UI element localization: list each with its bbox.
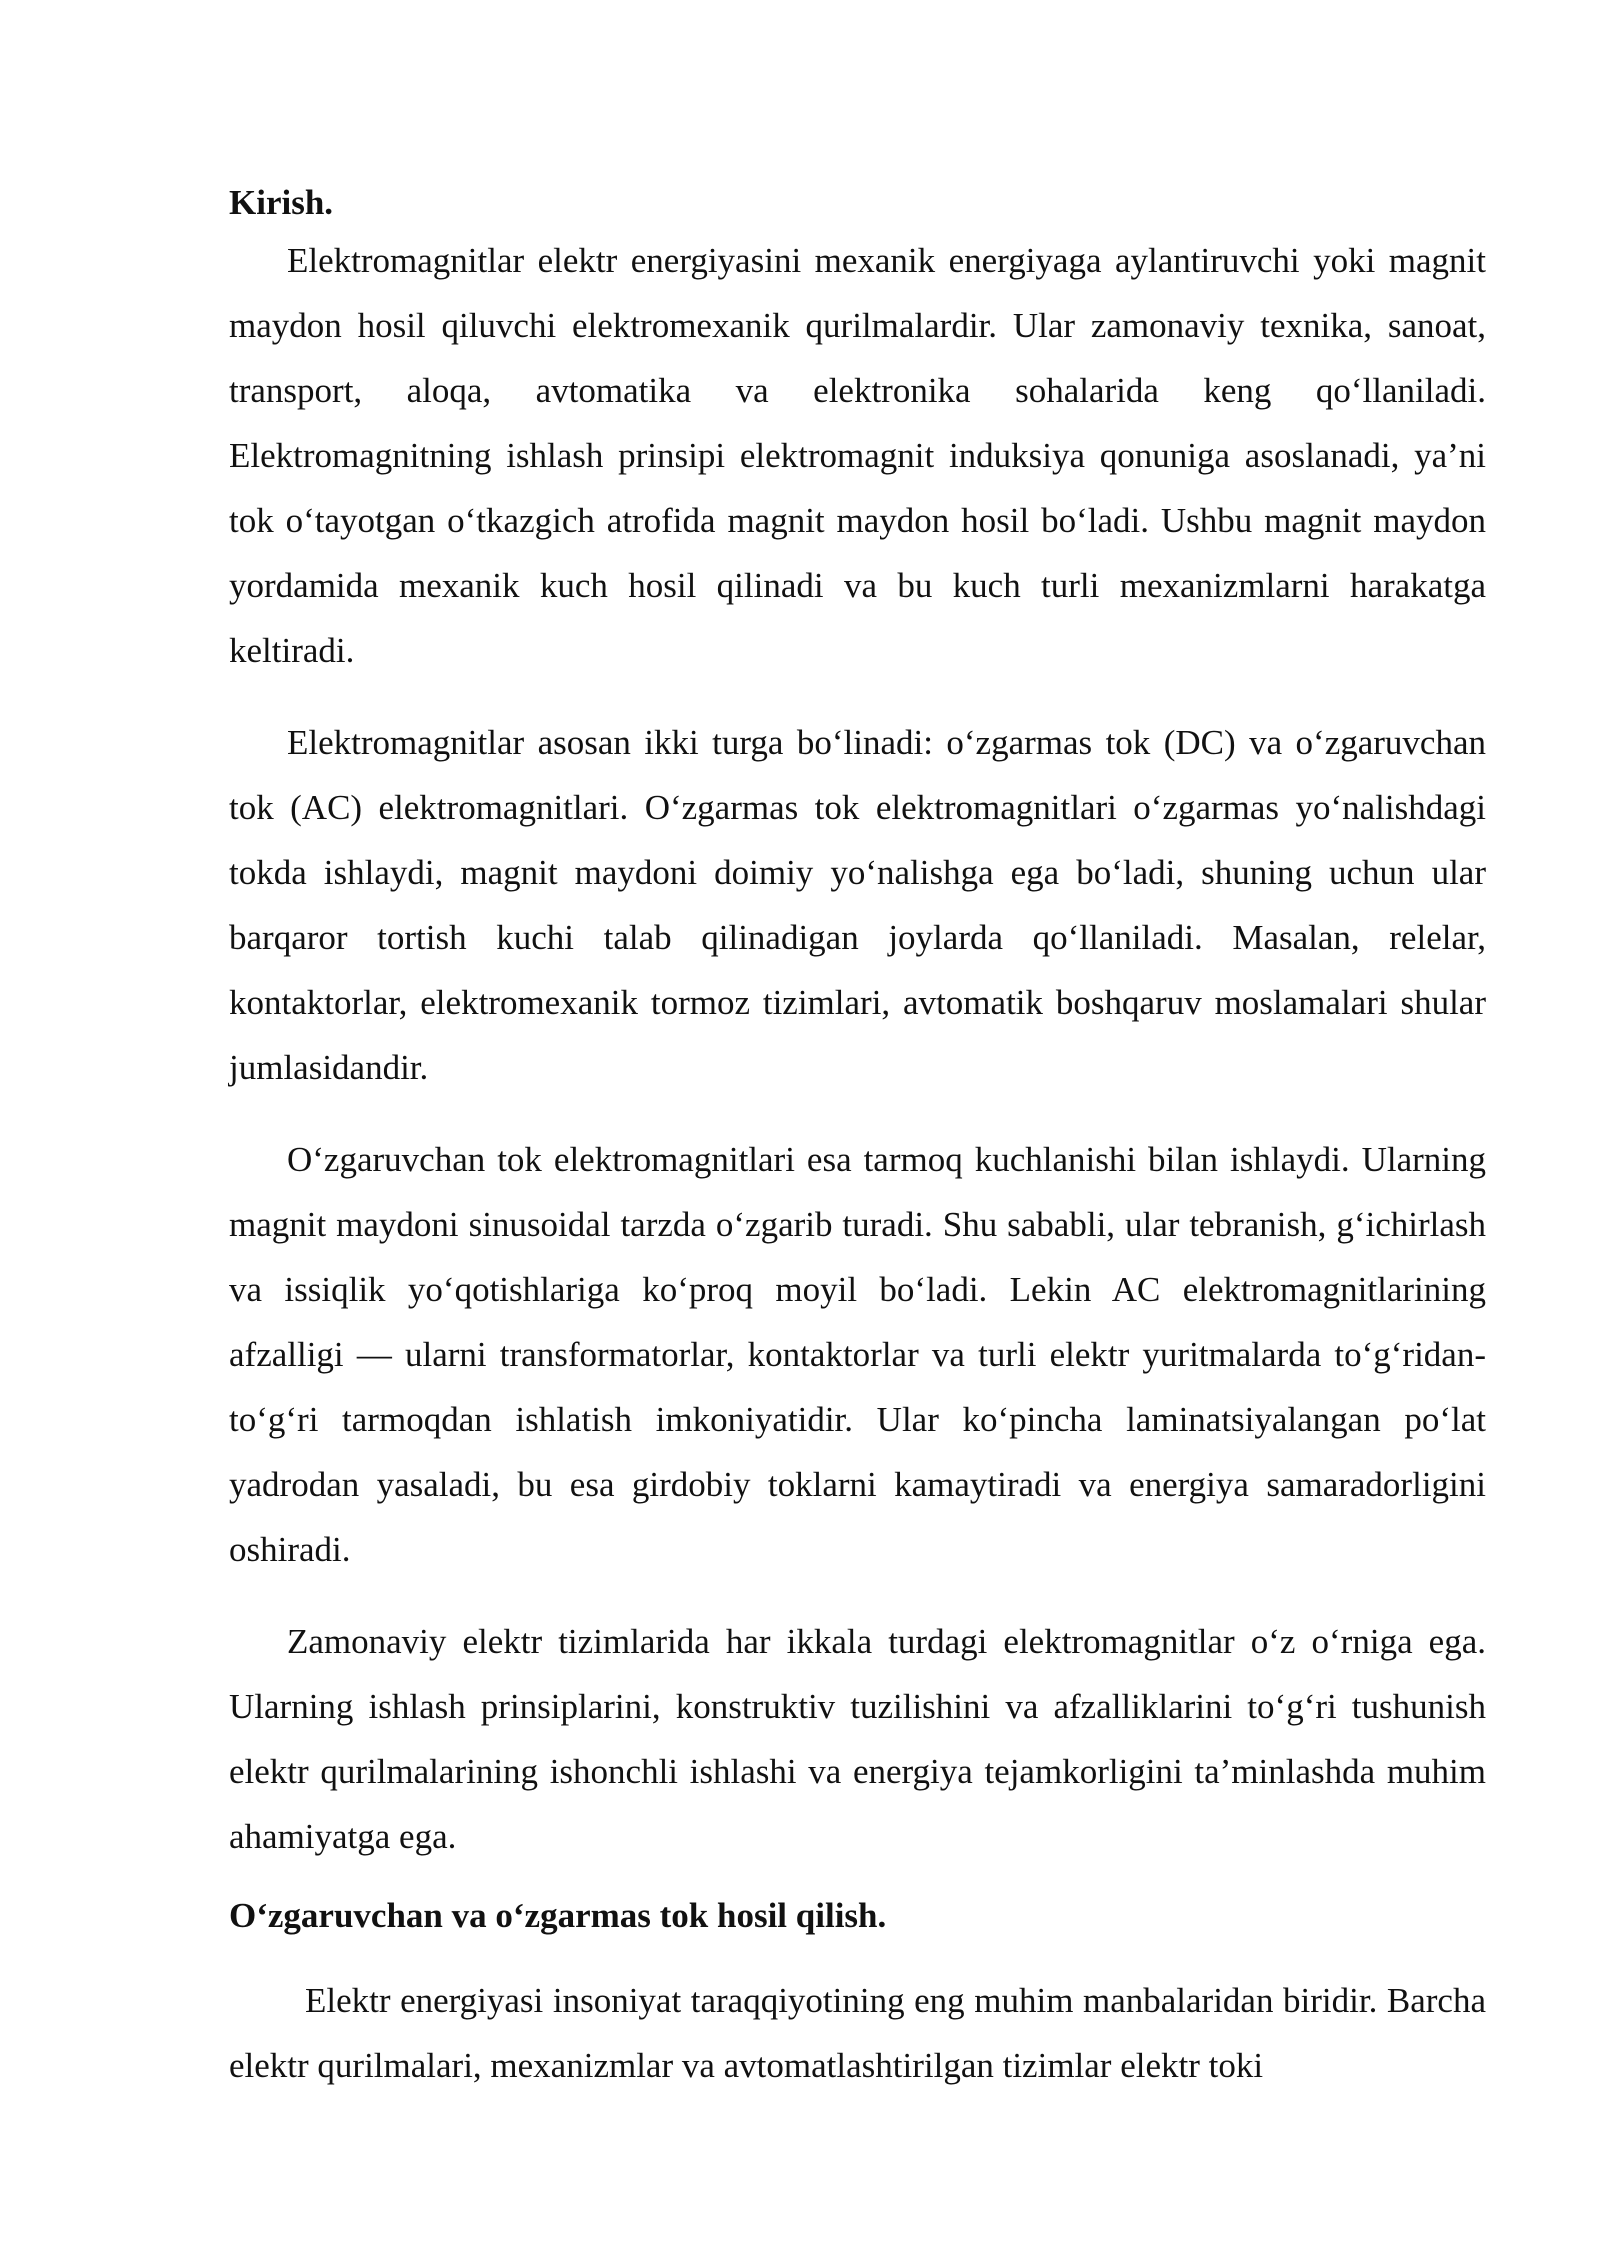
paragraph-4: Zamonaviy elektr tizimlarida har ikkala turdagi elektromagnitlar o‘z o‘rniga ega. Ularning ishlash prinsiplarini, konstruktiv tuzilishini va afzalliklarini to‘g‘ri tushunish elektr qurilmalarining ishonchli ishlashi va energiya tejamkorligini ta’minlashda muhim ahamiyatga ega. (229, 1622, 1486, 1856)
section-heading: O‘zgaruvchan va o‘zgarmas tok hosil qilish. (229, 1896, 887, 1935)
intro-heading: Kirish. (229, 183, 334, 222)
paragraph-1: Elektromagnitlar elektr energiyasini mexanik energiyaga aylantiruvchi yoki magnit maydon hosil qiluvchi elektromexanik qurilmalardir. Ular zamonaviy texnika, sanoat, transport, aloqa, avtomatika va elektronika sohalarida keng qo‘llaniladi. Elektromagnitning ishlash prinsipi elektromagnit induksiya qonuniga asoslanadi, ya’ni tok o‘tayotgan o‘tkazgich atrofida magnit maydon hosil bo‘ladi. Ushbu magnit maydon yordamida mexanik kuch hosil qilinadi va bu kuch turli mexanizmlarni harakatga keltiradi. (229, 241, 1486, 670)
section-paragraph: Elektr energiyasi insoniyat taraqqiyotining eng muhim manbalaridan biridir. Barcha elektr qurilmalari, mexanizmlar va avtomatlashtirilgan tizimlar elektr toki (229, 1981, 1486, 2085)
paragraph-2: Elektromagnitlar asosan ikki turga bo‘linadi: o‘zgarmas tok (DC) va o‘zgaruvchan tok (AC) elektromagnitlari. O‘zgarmas tok elektromagnitlari o‘zgarmas yo‘nalishdagi tokda ishlaydi, magnit maydoni doimiy yo‘nalishga ega bo‘ladi, shuning uchun ular barqaror tortish kuchi talab qilinadigan joylarda qo‘llaniladi. Masalan, relelar, kontaktorlar, elektromexanik tormoz tizimlari, avtomatik boshqaruv moslamalari shular jumlasidandir. (229, 723, 1486, 1087)
paragraph-3: O‘zgaruvchan tok elektromagnitlari esa tarmoq kuchlanishi bilan ishlaydi. Ularning magnit maydoni sinusoidal tarzda o‘zgarib turadi. Shu sababli, ular tebranish, g‘ichirlash va issiqlik yo‘qotishlariga ko‘proq moyil bo‘ladi. Lekin AC elektromagnitlarining afzalligi — ularni transformatorlar, kontaktorlar va turli elektr yuritmalarda to‘g‘ridan-to‘g‘ri tarmoqdan ishlatish imkoniyatidir. Ular ko‘pincha laminatsiyalangan po‘lat yadrodan yasaladi, bu esa girdobiy toklarni kamaytiradi va energiya samaradorligini oshiradi. (229, 1140, 1486, 1569)
document-page (229, 178, 1486, 2098)
